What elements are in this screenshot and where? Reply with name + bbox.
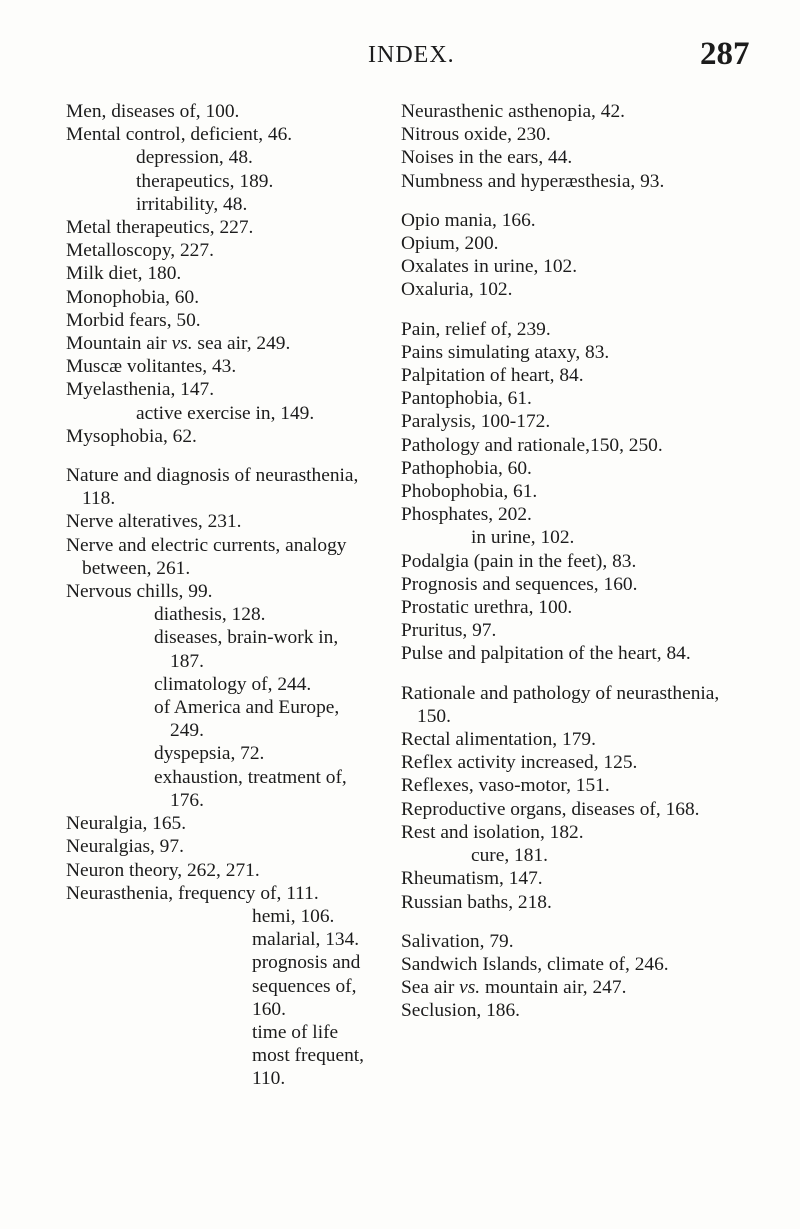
index-entry: time of life most frequent, 110. (252, 1021, 365, 1090)
index-entry: active exercise in, 149. (136, 402, 315, 424)
index-entry: Metal therapeutics, 227. (66, 217, 254, 239)
index-entry: Oxaluria, 102. (401, 279, 513, 301)
index-entry: Rest and isolation, 182. (401, 821, 584, 843)
index-entry: Pantophobia, 61. (401, 388, 532, 410)
index-entry: Pain, relief of, 239. (401, 318, 551, 340)
index-entry: Palpitation of heart, 84. (401, 365, 584, 387)
index-entry: hemi, 106. (252, 905, 335, 927)
index-entry: Nitrous oxide, 230. (401, 124, 551, 146)
index-entry: of America and Europe, 249. (154, 697, 340, 742)
index-entry: Neurasthenic asthenopia, 42. (401, 101, 625, 122)
index-entry: Paralysis, 100-172. (401, 411, 551, 433)
page-header (0, 22, 800, 72)
index-entry: Reflex activity increased, 125. (401, 752, 638, 774)
index-entry: Seclusion, 186. (401, 1000, 521, 1022)
page-number: 287 (700, 36, 750, 72)
index-entry: in urine, 102. (471, 527, 575, 549)
index-entry: Rheumatism, 147. (401, 868, 543, 890)
index-entry: Nature and diagnosis of neurasthenia, 118. (66, 465, 359, 510)
index-entry: Opium, 200. (401, 233, 499, 255)
index-entry: Phobophobia, 61. (401, 481, 538, 503)
index-entry: Monophobia, 60. (66, 286, 200, 308)
index-entry: cure, 181. (471, 845, 548, 867)
index-entry: Russian baths, 218. (401, 891, 552, 913)
index-entry: depression, 48. (136, 147, 253, 169)
index-entry: Metalloscopy, 227. (66, 240, 214, 262)
index-entry: climatology of, 244. (154, 673, 312, 695)
index-entry: Pathology and rationale,150, 250. (401, 434, 663, 456)
index-entry: Opio mania, 166. (401, 209, 536, 231)
index-entry: irritability, 48. (136, 193, 248, 215)
index-entry: Mental control, deficient, 46. (66, 124, 293, 146)
index-entry: Men, diseases of, 100. (66, 101, 240, 122)
index-entry: Nerve and electric currents, analogy between, 261. (66, 534, 347, 579)
index-entry: Salivation, 79. (401, 930, 514, 952)
index-entry: Phosphates, 202. (401, 504, 532, 526)
index-entry: Noises in the ears, 44. (401, 147, 573, 169)
index-entry: Mysophobia, 62. (66, 425, 197, 447)
index-entry: diseases, brain-work in, 187. (154, 627, 339, 672)
index-entry: diathesis, 128. (154, 604, 266, 626)
index-entry: Numbness and hyperæsthesia, 93. (401, 170, 665, 192)
index-entry: dyspepsia, 72. (154, 743, 265, 765)
running-title: INDEX. (368, 42, 455, 68)
index-entry: prognosis and sequences of, 160. (252, 952, 361, 1020)
index-entry: Milk diet, 180. (66, 263, 182, 285)
index-entry: Reflexes, vaso-motor, 151. (401, 775, 610, 797)
index-entry: Myelasthenia, 147. (66, 379, 215, 401)
index-entry: Neuralgias, 97. (66, 836, 184, 858)
index-entry: Prognosis and sequences, 160. (401, 573, 638, 595)
index-entry: Neuralgia, 165. (66, 813, 187, 835)
index-entry: Pains simulating ataxy, 83. (401, 341, 610, 363)
index-entry: Pruritus, 97. (401, 620, 497, 642)
index-entry: Muscæ volitantes, 43. (66, 356, 237, 378)
index-entry: therapeutics, 189. (136, 170, 274, 192)
left-index-column (66, 100, 366, 1091)
index-entry: Oxalates in urine, 102. (401, 256, 578, 278)
index-entry: exhaustion, treatment of, 176. (154, 766, 347, 811)
index-entry: Neuron theory, 262, 271. (66, 859, 260, 881)
index-entry: Rectal alimentation, 179. (401, 729, 596, 751)
index-entry: Mountain air vs. sea air, 249. (66, 333, 291, 355)
index-entry: Neurasthenia, frequency of, 111. (66, 882, 319, 904)
index-entry: Nerve alteratives, 231. (66, 511, 242, 533)
index-entry: Reproductive organs, diseases of, 168. (401, 798, 700, 820)
index-entry: malarial, 134. (252, 929, 360, 951)
index-entry: Sandwich Islands, climate of, 246. (401, 953, 669, 975)
index-entry: Nervous chills, 99. (66, 581, 213, 603)
index-entry: Prostatic urethra, 100. (401, 597, 573, 619)
index-entry: Rationale and pathology of neurasthenia, 150. (401, 682, 720, 727)
index-entry: Podalgia (pain in the feet), 83. (401, 550, 637, 572)
index-entry: Pathophobia, 60. (401, 457, 532, 479)
index-entry: Pulse and palpitation of the heart, 84. (401, 643, 691, 665)
index-entry: Morbid fears, 50. (66, 309, 201, 331)
right-index-column (401, 100, 746, 1023)
index-entry: Sea air vs. mountain air, 247. (401, 977, 627, 999)
